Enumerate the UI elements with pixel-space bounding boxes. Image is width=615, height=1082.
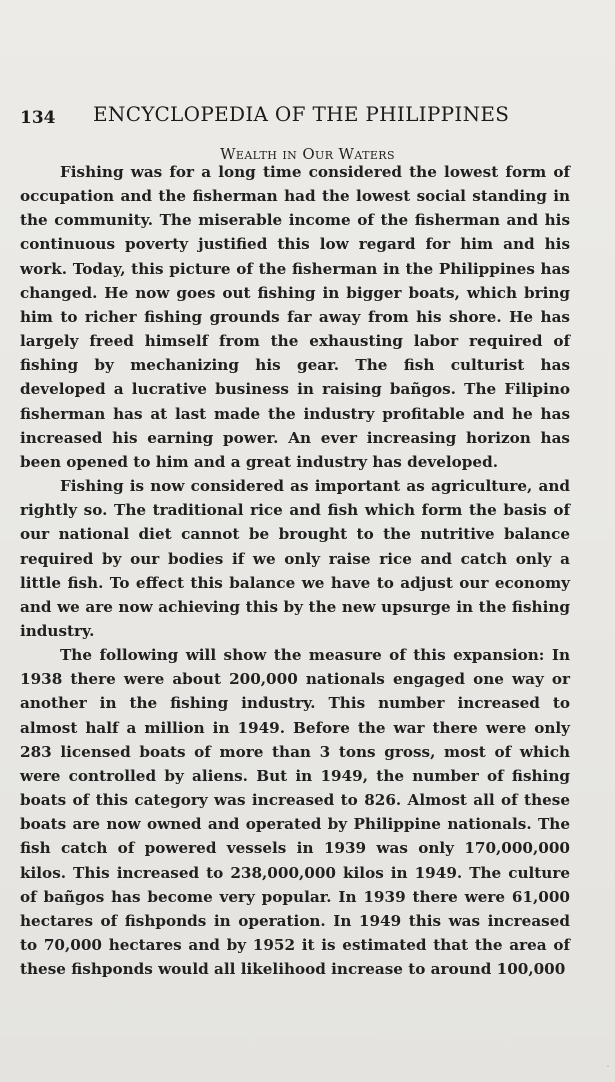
margin-speck <box>607 1065 609 1067</box>
paragraph-1: Fishing was for a long time considered the lowest form of occupation and the fisherman had the lowest social standing in the community. The miserable income of the fisherman and his continuous poverty justified this low regard for him and his work. Today, this picture of the fisherman in the Philippines has changed. He now goes out fishing in bigger boats, which bring him to richer fishing grounds far away from his shore. He has largely freed himself from the exhausting labor required of fishing by mechanizing his gear. The fish culturist has developed a lucrative business in raising bañgos. The Filipino fisherman has at last made the industry profitable and he has increased his earning power. An ever increasing horizon has been opened to him and a great industry has developed. <box>20 163 570 471</box>
paragraph-2: Fishing is now considered as important as agriculture, and rightly so. The traditional rice and fish which form the basis of our national diet cannot be brought to the nutritive balance required by our bodies if we only raise rice and catch only a little fish. To effect this balance we have to adjust our economy and we are now achieving this by the new upsurge in the fishing industry. <box>20 477 570 640</box>
page-header <box>20 102 585 130</box>
section-title: Wealth in Our Waters <box>220 145 395 163</box>
running-head: ENCYCLOPEDIA OF THE PHILIPPINES <box>93 102 510 126</box>
body-text <box>20 160 570 981</box>
paragraph-3: The following will show the measure of this expansion: In 1938 there were about 200,000 nationals engaged one way or another in the fishing industry. This number increased to almost half a million in 1949. Before the war there were only 283 licensed boats of more than 3 tons gross, most of which were controlled by aliens. But in 1949, the number of fishing boats of this category was increased to 826. Almost all of these boats are now owned and operated by Philippine nationals. The fish catch of powered vessels in 1939 was only 170,000,000 kilos. This increased to 238,000,000 kilos in 1949. The culture of bañgos has become very popular. In 1939 there were 61,000 hectares of fishponds in operation. In 1949 this was increased to 70,000 hectares and by 1952 it is estimated that the area of these fishponds would all likelihood increase to around 100,000 <box>20 646 570 979</box>
page-number: 134 <box>20 108 56 128</box>
